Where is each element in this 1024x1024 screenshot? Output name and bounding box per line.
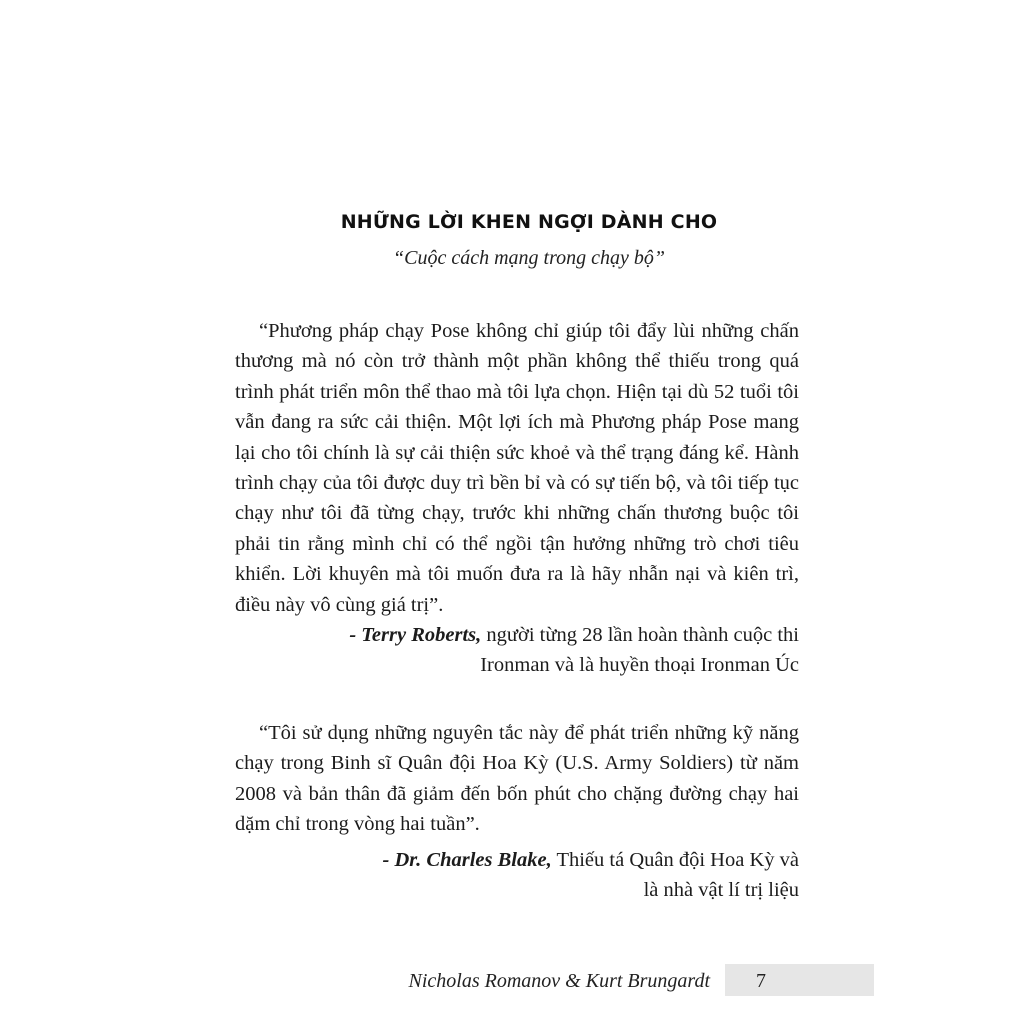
author-description: người từng 28 lần hoàn thành cuộc thi — [486, 624, 799, 646]
author-name: - Terry Roberts, — [349, 624, 482, 646]
quote-text: “Phương pháp chạy Pose không chỉ giúp tôi đẩy lùi những chấn thương mà nó còn trở thành một phần không thể thiếu trong quá trình phát triển môn thể thao mà tôi lựa chọn. Hiện tại dù 52 tuổi tôi vẫn đang ra sức cải thiện. Một lợi ích mà Phương pháp Pose mang lại cho tôi chính là sự cải thiện sức khoẻ và thể trạng đáng kể. Hành trình chạy của tôi được duy trì bền bỉ và có sự tiến bộ, và tôi tiếp tục chạy như tôi đã từng chạy, trước khi những chấn thương buộc tôi phải tin rằng mình chỉ có thể ngồi tận hưởng những trò chơi tiêu khiển. Lời khuyên mà tôi muốn đưa ra là hãy nhẫn nại và kiên trì, điều này vô cùng giá trị”. — [235, 320, 799, 616]
author-description-continued: Ironman và là huyền thoại Ironman Úc — [480, 654, 799, 677]
testimonial-quote — [235, 718, 799, 840]
attribution-line — [349, 620, 799, 650]
author-description: Thiếu tá Quân đội Hoa Kỳ và — [556, 849, 799, 871]
footer-authors: Nicholas Romanov & Kurt Brungardt — [408, 970, 710, 992]
book-title-subheading: “Cuộc cách mạng trong chạy bộ” — [392, 247, 665, 269]
page-number-box — [725, 964, 874, 996]
section-heading: NHỮNG LỜI KHEN NGỢI DÀNH CHO — [340, 211, 718, 233]
author-name: - Dr. Charles Blake, — [382, 849, 552, 871]
page-number: 7 — [756, 970, 766, 992]
quote-text: “Tôi sử dụng những nguyên tắc này để phát triển những kỹ năng chạy trong Binh sĩ Quân đội Hoa Kỳ (U.S. Army Soldiers) từ năm 2008 và bản thân đã giảm đến bốn phút cho chặng đường chạy hai dặm chỉ trong vòng hai tuần”. — [235, 722, 799, 836]
testimonial-quote — [235, 316, 799, 620]
author-description-continued: là nhà vật lí trị liệu — [643, 879, 799, 902]
testimonial-attribution — [349, 620, 799, 681]
testimonial-attribution — [383, 845, 799, 906]
attribution-line — [383, 845, 799, 875]
